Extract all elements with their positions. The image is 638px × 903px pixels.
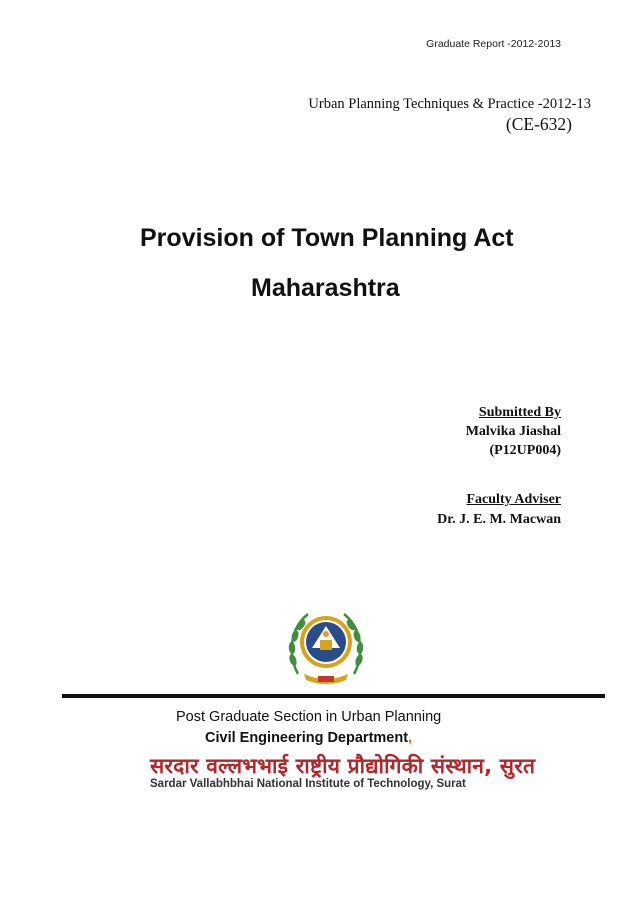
section-name: Post Graduate Section in Urban Planning [176,709,442,725]
student-name: Malvika Jiashal [465,424,561,439]
course-code: (CE-632) [505,114,572,134]
document-subtitle: Maharashtra [251,274,400,302]
institute-name-hindi: सरदार वल्लभभाई राष्ट्रीय प्रौद्योगिकी संस्थान, सुरत [150,754,536,778]
faculty-adviser-heading: Faculty Adviser [466,492,561,507]
institute-emblem-icon [284,604,368,688]
header-note: Graduate Report -2012-2013 [426,38,561,50]
horizontal-divider [62,694,605,698]
department-punctuation: , [408,730,413,746]
department-name: Civil Engineering Department [205,730,409,746]
course-title: Urban Planning Techniques & Practice -2012-13 [308,96,591,112]
department-line [205,730,412,746]
submitted-by-heading: Submitted By [478,405,561,420]
document-title: Provision of Town Planning Act [140,224,514,252]
institute-name-english: Sardar Vallabhbhai National Institute of Technology, Surat [150,778,466,790]
student-id: (P12UP004) [489,443,561,458]
faculty-name: Dr. J. E. M. Macwan [437,512,561,527]
